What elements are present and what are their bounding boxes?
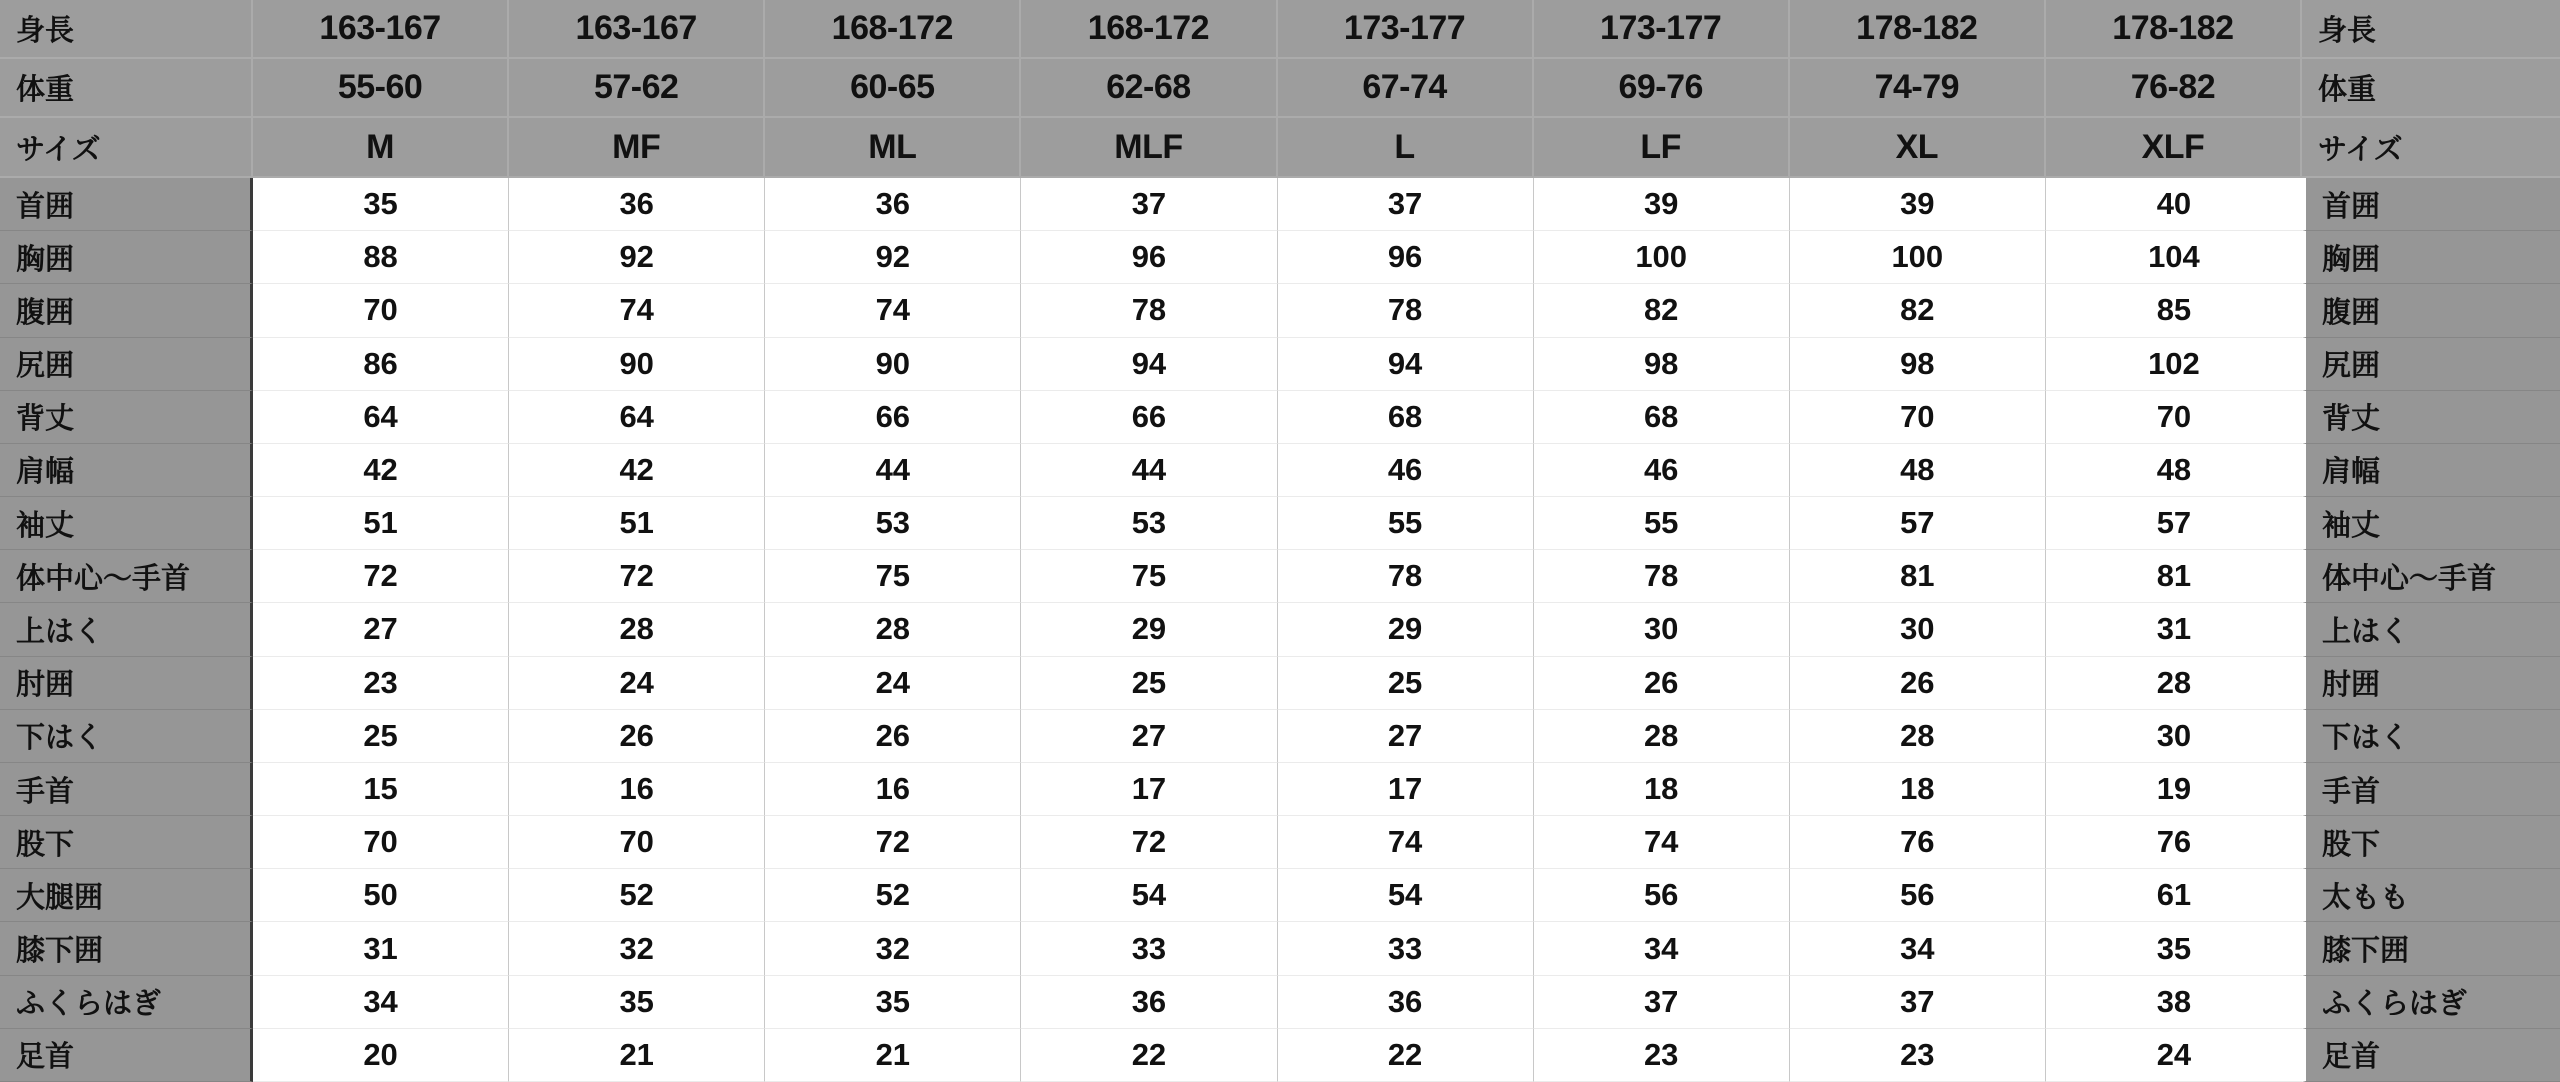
cell-value: 33 (1021, 922, 1277, 975)
row-label-left: 胸囲 (0, 231, 253, 284)
cell-value: 21 (509, 1029, 765, 1082)
cell-value: 98 (1534, 338, 1790, 391)
cell-value: 53 (765, 497, 1021, 550)
header-value: XLF (2046, 118, 2302, 178)
header-value: MF (509, 118, 765, 178)
cell-value: 68 (1278, 391, 1534, 444)
cell-value: 82 (1790, 284, 2046, 337)
cell-value: 76 (2046, 816, 2302, 869)
header-value: 173-177 (1534, 0, 1790, 59)
cell-value: 78 (1534, 550, 1790, 603)
row-label-left: 上はく (0, 603, 253, 656)
cell-value: 28 (765, 603, 1021, 656)
cell-value: 55 (1278, 497, 1534, 550)
cell-value: 35 (765, 976, 1021, 1029)
header-value: 60-65 (765, 59, 1021, 118)
cell-value: 48 (1790, 444, 2046, 497)
cell-value: 96 (1021, 231, 1277, 284)
cell-value: 37 (1534, 976, 1790, 1029)
cell-value: 66 (765, 391, 1021, 444)
cell-value: 23 (253, 657, 509, 710)
cell-value: 52 (765, 869, 1021, 922)
cell-value: 20 (253, 1029, 509, 1082)
cell-value: 19 (2046, 763, 2302, 816)
cell-value: 68 (1534, 391, 1790, 444)
cell-value: 78 (1278, 550, 1534, 603)
cell-value: 92 (509, 231, 765, 284)
cell-value: 31 (2046, 603, 2302, 656)
cell-value: 26 (1534, 657, 1790, 710)
header-label-left-1: 体重 (0, 59, 253, 118)
row-label-right: 太もも (2302, 869, 2560, 922)
row-label-right: 肩幅 (2302, 444, 2560, 497)
cell-value: 36 (1021, 976, 1277, 1029)
cell-value: 81 (1790, 550, 2046, 603)
header-value: 173-177 (1278, 0, 1534, 59)
cell-value: 26 (509, 710, 765, 763)
row-label-left: 体中心〜手首 (0, 550, 253, 603)
header-value: 163-167 (509, 0, 765, 59)
cell-value: 27 (253, 603, 509, 656)
header-label-right-2: サイズ (2302, 118, 2560, 178)
cell-value: 72 (509, 550, 765, 603)
cell-value: 74 (1278, 816, 1534, 869)
cell-value: 72 (765, 816, 1021, 869)
cell-value: 39 (1534, 178, 1790, 231)
cell-value: 37 (1790, 976, 2046, 1029)
cell-value: 72 (253, 550, 509, 603)
cell-value: 82 (1534, 284, 1790, 337)
cell-value: 74 (765, 284, 1021, 337)
cell-value: 38 (2046, 976, 2302, 1029)
cell-value: 52 (509, 869, 765, 922)
cell-value: 16 (509, 763, 765, 816)
cell-value: 42 (253, 444, 509, 497)
cell-value: 29 (1278, 603, 1534, 656)
cell-value: 36 (509, 178, 765, 231)
cell-value: 51 (509, 497, 765, 550)
row-label-right: 背丈 (2302, 391, 2560, 444)
cell-value: 36 (1278, 976, 1534, 1029)
header-value: 168-172 (1021, 0, 1277, 59)
cell-value: 34 (253, 976, 509, 1029)
cell-value: 34 (1790, 922, 2046, 975)
row-label-right: 肘囲 (2302, 657, 2560, 710)
cell-value: 30 (2046, 710, 2302, 763)
cell-value: 26 (1790, 657, 2046, 710)
cell-value: 17 (1021, 763, 1277, 816)
header-label-right-1: 体重 (2302, 59, 2560, 118)
cell-value: 75 (765, 550, 1021, 603)
cell-value: 37 (1278, 178, 1534, 231)
row-label-left: 肘囲 (0, 657, 253, 710)
header-value: 178-182 (1790, 0, 2046, 59)
cell-value: 28 (2046, 657, 2302, 710)
cell-value: 28 (509, 603, 765, 656)
cell-value: 78 (1021, 284, 1277, 337)
header-value: M (253, 118, 509, 178)
cell-value: 35 (2046, 922, 2302, 975)
header-value: L (1278, 118, 1534, 178)
row-label-right: 袖丈 (2302, 497, 2560, 550)
cell-value: 74 (1534, 816, 1790, 869)
cell-value: 50 (253, 869, 509, 922)
cell-value: 25 (1278, 657, 1534, 710)
cell-value: 29 (1021, 603, 1277, 656)
cell-value: 26 (765, 710, 1021, 763)
row-label-right: 手首 (2302, 763, 2560, 816)
cell-value: 34 (1534, 922, 1790, 975)
header-value: 67-74 (1278, 59, 1534, 118)
row-label-right: 腹囲 (2302, 284, 2560, 337)
cell-value: 44 (765, 444, 1021, 497)
header-label-right-0: 身長 (2302, 0, 2560, 59)
cell-value: 70 (253, 284, 509, 337)
cell-value: 56 (1790, 869, 2046, 922)
cell-value: 78 (1278, 284, 1534, 337)
row-label-right: ふくらはぎ (2302, 976, 2560, 1029)
cell-value: 90 (765, 338, 1021, 391)
cell-value: 100 (1790, 231, 2046, 284)
cell-value: 33 (1278, 922, 1534, 975)
cell-value: 25 (253, 710, 509, 763)
cell-value: 55 (1534, 497, 1790, 550)
header-value: XL (1790, 118, 2046, 178)
cell-value: 57 (1790, 497, 2046, 550)
cell-value: 57 (2046, 497, 2302, 550)
cell-value: 36 (765, 178, 1021, 231)
header-value: MLF (1021, 118, 1277, 178)
cell-value: 46 (1534, 444, 1790, 497)
cell-value: 104 (2046, 231, 2302, 284)
header-label-left-0: 身長 (0, 0, 253, 59)
cell-value: 27 (1021, 710, 1277, 763)
row-label-left: 尻囲 (0, 338, 253, 391)
row-label-right: 体中心〜手首 (2302, 550, 2560, 603)
cell-value: 85 (2046, 284, 2302, 337)
row-label-right: 胸囲 (2302, 231, 2560, 284)
cell-value: 30 (1534, 603, 1790, 656)
cell-value: 39 (1790, 178, 2046, 231)
cell-value: 22 (1278, 1029, 1534, 1082)
row-label-left: 股下 (0, 816, 253, 869)
cell-value: 61 (2046, 869, 2302, 922)
cell-value: 75 (1021, 550, 1277, 603)
cell-value: 28 (1790, 710, 2046, 763)
cell-value: 102 (2046, 338, 2302, 391)
row-label-right: 膝下囲 (2302, 922, 2560, 975)
header-value: 69-76 (1534, 59, 1790, 118)
header-value: LF (1534, 118, 1790, 178)
header-value: 55-60 (253, 59, 509, 118)
row-label-right: 股下 (2302, 816, 2560, 869)
cell-value: 94 (1021, 338, 1277, 391)
cell-value: 76 (1790, 816, 2046, 869)
cell-value: 24 (509, 657, 765, 710)
cell-value: 42 (509, 444, 765, 497)
row-label-left: 腹囲 (0, 284, 253, 337)
row-label-right: 足首 (2302, 1029, 2560, 1082)
row-label-left: 足首 (0, 1029, 253, 1082)
cell-value: 86 (253, 338, 509, 391)
cell-value: 18 (1534, 763, 1790, 816)
header-value: ML (765, 118, 1021, 178)
cell-value: 88 (253, 231, 509, 284)
cell-value: 16 (765, 763, 1021, 816)
cell-value: 35 (253, 178, 509, 231)
cell-value: 66 (1021, 391, 1277, 444)
cell-value: 27 (1278, 710, 1534, 763)
cell-value: 32 (765, 922, 1021, 975)
header-value: 163-167 (253, 0, 509, 59)
header-value: 74-79 (1790, 59, 2046, 118)
row-label-left: 肩幅 (0, 444, 253, 497)
cell-value: 32 (509, 922, 765, 975)
header-value: 62-68 (1021, 59, 1277, 118)
cell-value: 30 (1790, 603, 2046, 656)
cell-value: 81 (2046, 550, 2302, 603)
cell-value: 23 (1534, 1029, 1790, 1082)
row-label-right: 尻囲 (2302, 338, 2560, 391)
row-label-left: 袖丈 (0, 497, 253, 550)
cell-value: 25 (1021, 657, 1277, 710)
cell-value: 24 (2046, 1029, 2302, 1082)
cell-value: 51 (253, 497, 509, 550)
cell-value: 15 (253, 763, 509, 816)
cell-value: 24 (765, 657, 1021, 710)
cell-value: 96 (1278, 231, 1534, 284)
cell-value: 23 (1790, 1029, 2046, 1082)
cell-value: 98 (1790, 338, 2046, 391)
header-label-left-2: サイズ (0, 118, 253, 178)
cell-value: 70 (253, 816, 509, 869)
cell-value: 37 (1021, 178, 1277, 231)
header-value: 76-82 (2046, 59, 2302, 118)
row-label-left: 膝下囲 (0, 922, 253, 975)
cell-value: 70 (2046, 391, 2302, 444)
cell-value: 94 (1278, 338, 1534, 391)
cell-value: 56 (1534, 869, 1790, 922)
cell-value: 28 (1534, 710, 1790, 763)
row-label-left: 大腿囲 (0, 869, 253, 922)
cell-value: 70 (1790, 391, 2046, 444)
cell-value: 48 (2046, 444, 2302, 497)
row-label-right: 下はく (2302, 710, 2560, 763)
cell-value: 54 (1278, 869, 1534, 922)
header-value: 57-62 (509, 59, 765, 118)
cell-value: 54 (1021, 869, 1277, 922)
cell-value: 100 (1534, 231, 1790, 284)
cell-value: 22 (1021, 1029, 1277, 1082)
row-label-left: 背丈 (0, 391, 253, 444)
cell-value: 31 (253, 922, 509, 975)
row-label-left: ふくらはぎ (0, 976, 253, 1029)
row-label-right: 上はく (2302, 603, 2560, 656)
cell-value: 74 (509, 284, 765, 337)
cell-value: 64 (509, 391, 765, 444)
header-value: 178-182 (2046, 0, 2302, 59)
cell-value: 21 (765, 1029, 1021, 1082)
cell-value: 53 (1021, 497, 1277, 550)
cell-value: 40 (2046, 178, 2302, 231)
cell-value: 44 (1021, 444, 1277, 497)
row-label-left: 首囲 (0, 178, 253, 231)
row-label-left: 手首 (0, 763, 253, 816)
cell-value: 72 (1021, 816, 1277, 869)
cell-value: 70 (509, 816, 765, 869)
cell-value: 17 (1278, 763, 1534, 816)
cell-value: 18 (1790, 763, 2046, 816)
cell-value: 92 (765, 231, 1021, 284)
cell-value: 46 (1278, 444, 1534, 497)
cell-value: 90 (509, 338, 765, 391)
row-label-right: 首囲 (2302, 178, 2560, 231)
header-value: 168-172 (765, 0, 1021, 59)
cell-value: 64 (253, 391, 509, 444)
cell-value: 35 (509, 976, 765, 1029)
row-label-left: 下はく (0, 710, 253, 763)
